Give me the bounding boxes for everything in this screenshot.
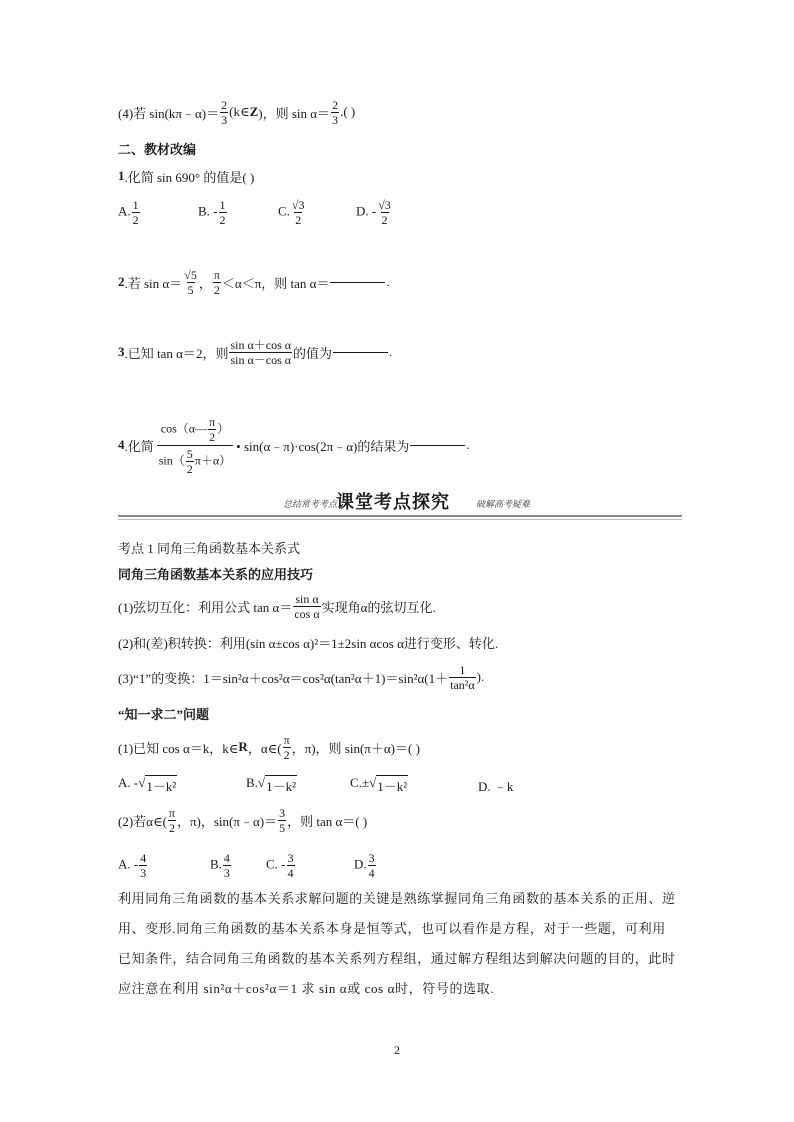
fraction: $\frac{\pi}{2}$ [168,805,175,835]
fraction: $\frac{\pi}{2}$ [283,732,290,762]
question-4: 4 .化简 cos（α— $\frac{\pi}{2}$ ） sin（ $\frac{5}{2}$ π＋α） • sin(α﹣π)·cos(2π﹣α)的结果为 . [118,414,470,476]
section-heading: 二、教材改编 [118,142,197,157]
kaodian-subtitle: 同角三角函数基本关系的应用技巧 [118,567,314,582]
option-c[interactable]: C. - $\frac{3}{4}$ [266,850,294,880]
tip-2: (2)和(差)积转换：利用(sin α±cos α)²＝1±2sin αcos α进行变形、转化. [118,635,499,651]
divider [118,519,682,520]
option-a[interactable]: A. - $\frac{4}{3}$ [118,850,147,880]
option-b[interactable]: B. √ 1－k² [246,775,296,794]
problem-1: (1)已知 cos α＝k，k∈ R ，α∈( $\frac{\pi}{2}$ ，π)，则 sin(π＋α)＝( ) [118,732,420,762]
banner-right-text: 破解高考疑难 [476,499,531,509]
question-1: 1 .化简 sin 690° 的值是( ) [118,168,255,185]
fraction: cos（α— $\frac{\pi}{2}$ ） sin（ $\frac{5}{2}$ π＋α） [158,414,232,476]
answer-blank[interactable] [410,444,465,446]
option-b[interactable]: B. $\frac{4}{3}$ [210,850,230,880]
fraction: $\frac{\text{sin α}}{\text{cos α}}$ [294,591,320,621]
zhiyi-heading: “知一求二”问题 [118,707,210,722]
page-number: 2 [394,1043,400,1057]
fraction: $\frac{1}{\text{tan²α}}$ [450,662,475,692]
option-a[interactable]: A. - √ 1－k² [118,775,177,794]
kaodian-title: 考点 1 同角三角函数基本关系式 [118,541,301,556]
fraction: $\frac{2}{3}$ [332,97,339,127]
option-c[interactable]: C. $\frac{√3}{2}$ [278,197,305,227]
problem-2-options [118,850,418,880]
problem-1-options [118,773,538,797]
question-1-options [118,197,438,227]
summary-paragraph: 利用同角三角函数的基本关系求解问题的关键是熟练掌握同角三角函数的基本关系的正用、逆用、变形.同角三角函数的基本关系本身是恒等式，也可以看作是方程，对于一些题，可利用已知条件，结合同角三角函数的基本关系列方程组，通过解方程组达到解决问题的目的，此时应注意在利用 sin²α＋cos²α＝1 求 sin α或 cos α时，符号的选取. [118,891,676,996]
banner-title: 课堂考点探究 [336,492,450,513]
option-c[interactable]: C.± √ 1－k² [350,775,408,794]
fraction: $\frac{\text{sin α＋cos α}}{\text{sin α－cos α}}$ [230,337,292,367]
option-b[interactable]: B. - $\frac{1}{2}$ [198,197,226,227]
divider [118,515,682,517]
fraction: $\frac{3}{5}$ [279,805,286,835]
answer-blank[interactable] [333,351,388,353]
tip-1: (1)弦切互化：利用公式 tan α＝ $\frac{\text{sin α}}{\text{cos α}}$ 实现角α的弦切互化. [118,591,436,621]
section-banner [118,485,682,521]
fraction: $\frac{2}{3}$ [221,97,228,127]
option-d[interactable]: D. - $\frac{√3}{2}$ [356,197,391,227]
tip-3: (3)“1”的变换：1＝sin²α＋cos²α＝cos²α(tan²α＋1)＝sin²α(1＋ $\frac{1}{\text{tan²α}}$ ). [118,662,485,692]
question-2: 2 .若 sin α＝ $\frac{√5}{5}$ ， $\frac{\pi}{2}$ ＜α＜π，则 tan α＝ . [118,267,390,297]
problem-2: (2)若α∈( $\frac{\pi}{2}$ ，π)，sin(π﹣α)＝ $\frac{3}{5}$ ，则 tan α＝( ) [118,805,368,835]
fraction: $\frac{√5}{5}$ [184,267,197,297]
question-3: 3 .已知 tan α＝2，则 $\frac{\text{sin α＋cos α}}{\text{sin α－cos α}}$ 的值为 . [118,337,393,367]
statement-4: (4)若 sin(kπ﹣α)＝ $\frac{2}{3}$ (k∈ Z )，则 sin α＝ $\frac{2}{3}$ .( ) [118,97,356,127]
answer-blank[interactable] [330,281,385,283]
option-d[interactable]: D. $\frac{3}{4}$ [354,850,375,880]
fraction: $\frac{\pi}{2}$ [213,267,220,297]
option-d[interactable]: D. ﹣k [478,778,514,794]
banner-left-text: 总结常考考点 [283,499,338,509]
option-a[interactable]: A. $\frac{1}{2}$ [118,197,139,227]
